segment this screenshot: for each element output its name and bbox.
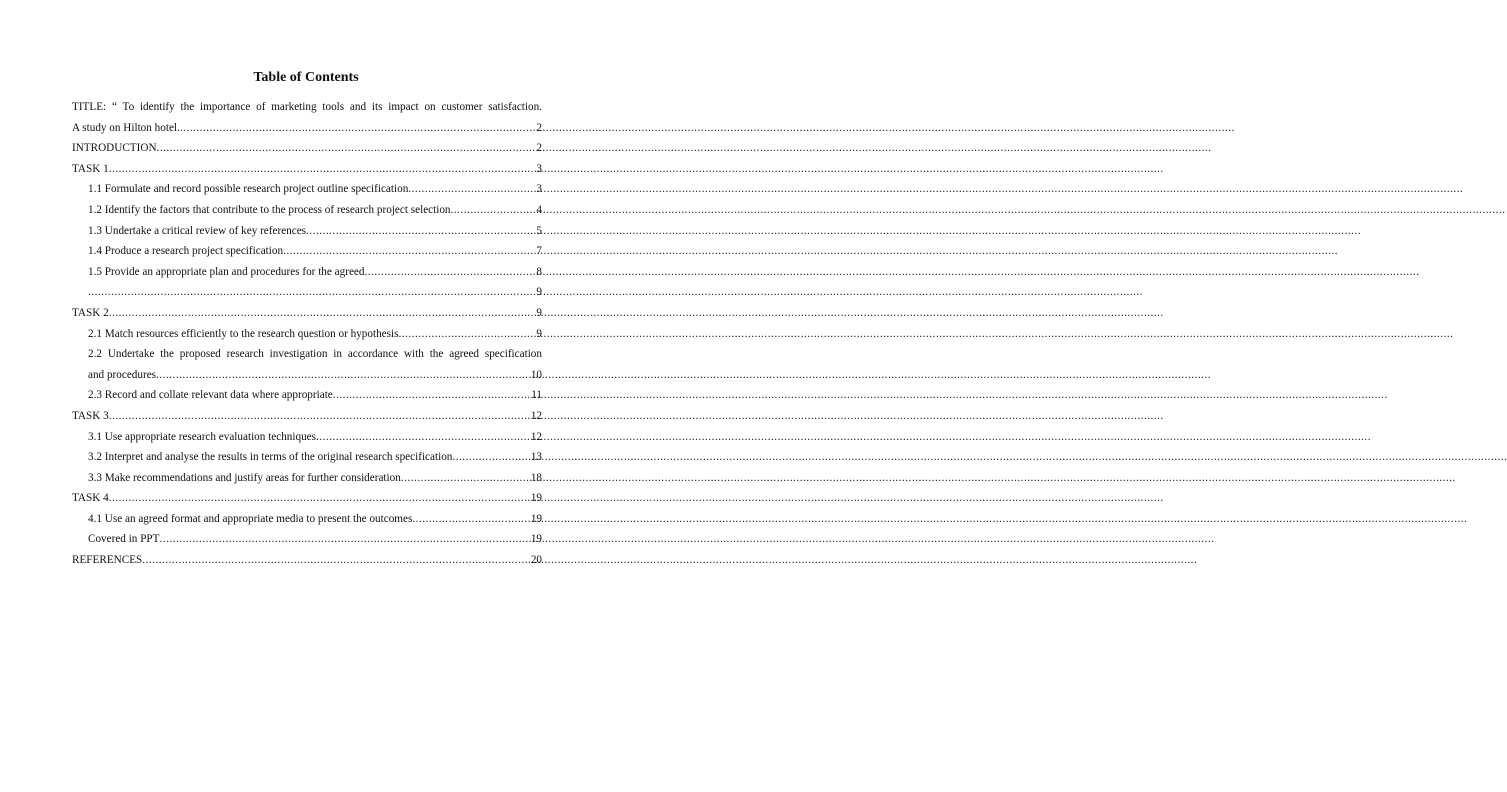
toc-entry-row [72, 365, 542, 386]
dot-leader [109, 488, 530, 509]
toc-page-number: 9 [536, 327, 542, 340]
toc-entry-row [72, 427, 542, 448]
toc-entry[interactable] [72, 550, 542, 571]
toc-page-number: 7 [536, 245, 542, 258]
toc-entry-row [72, 509, 542, 530]
toc-entry-text: 1.2 Identify the factors that contribute to the process of research project selection [88, 203, 451, 216]
toc-page-number: 5 [536, 224, 542, 237]
toc-entry[interactable] [72, 324, 542, 345]
toc-entry[interactable] [72, 241, 542, 262]
toc-entry-text: 1.1 Formulate and record possible research project outline specification [88, 183, 409, 196]
toc-entry-text: 1.5 Provide an appropriate plan and procedures for the agreed [88, 265, 365, 278]
toc-page-number: 12 [530, 430, 542, 443]
toc-page-number: 4 [536, 203, 542, 216]
toc-entry-text: 4.1 Use an agreed format and appropriate media to present the outcomes [88, 512, 413, 525]
toc-entry-row [72, 221, 542, 242]
toc-entry-row [72, 324, 542, 345]
toc-entry[interactable] [72, 385, 542, 406]
toc-page-number: 19 [530, 533, 542, 546]
toc-page-number: 3 [536, 183, 542, 196]
toc-entry[interactable] [72, 427, 542, 448]
toc-entry-text: TASK 1 [72, 162, 109, 175]
dot-leader [408, 179, 535, 200]
toc-entry-text: 3.3 Make recommendations and justify areas for further consideration [88, 471, 401, 484]
dot-leader [109, 406, 530, 427]
toc-entry[interactable] [72, 344, 542, 385]
toc-page-number: 2 [536, 121, 542, 134]
toc-entry[interactable] [72, 221, 542, 242]
toc-entry[interactable] [72, 262, 542, 283]
dot-leader [451, 200, 536, 221]
toc-entry-text-line1: 2.2 Undertake the proposed research investigation in accordance with the agreed specification [88, 348, 542, 361]
toc-entry-text: TASK 3 [72, 409, 109, 422]
dot-leader [180, 118, 536, 139]
toc-page-number: 9 [536, 306, 542, 319]
toc-entry-text: A study on Hilton hotel. [72, 121, 180, 134]
dot-leader [109, 159, 536, 180]
dot-leader [156, 365, 530, 386]
toc-entry-row [72, 385, 542, 406]
toc-entry-text: 3.2 Interpret and analyse the results in terms of the original research specification [88, 451, 453, 464]
toc-page-number: 3 [536, 162, 542, 175]
toc-entry-row [72, 468, 542, 489]
toc-entry-text: INTRODUCTION [72, 142, 157, 155]
toc-entry[interactable] [72, 406, 542, 427]
toc-page-number: 13 [530, 451, 542, 464]
toc-entry-row [72, 550, 542, 571]
toc-entry[interactable] [72, 529, 542, 550]
toc-entry-text: TASK 2 [72, 306, 109, 319]
toc-entry-text: 2.3 Record and collate relevant data where appropriate [88, 389, 333, 402]
toc-entry-text: Covered in PPT [88, 533, 160, 546]
toc-entry-row [72, 529, 542, 550]
toc-entry[interactable] [72, 447, 542, 468]
dot-leader [142, 550, 530, 571]
dot-leader [88, 282, 535, 303]
toc-entry[interactable] [72, 488, 542, 509]
toc-page-number: 20 [530, 554, 542, 567]
toc-entry-text: 2.1 Match resources efficiently to the research question or hypothesis [88, 327, 399, 340]
toc-entry-row [72, 200, 542, 221]
toc-page-number: 10 [530, 368, 542, 381]
dot-leader [398, 324, 535, 345]
toc-entry-text-line1: TITLE: “ To identify the importance of marketing tools and its impact on customer satisfaction. [72, 101, 542, 113]
toc-entry[interactable] [72, 303, 542, 324]
toc-page-number: 12 [530, 409, 542, 422]
toc-entry-row [72, 406, 542, 427]
toc-page-number: 9 [536, 286, 542, 299]
toc-entry[interactable] [72, 179, 542, 200]
dot-leader [412, 509, 529, 530]
toc-entry[interactable] [72, 97, 542, 138]
toc-entry-text: and procedures [88, 368, 157, 381]
dot-leader [316, 427, 530, 448]
toc-page-number: 11 [531, 389, 542, 402]
toc-page-number: 2 [536, 142, 542, 155]
toc-page-number: 8 [536, 265, 542, 278]
toc-entry[interactable] [72, 159, 542, 180]
toc-entry-text: 1.4 Produce a research project specification [88, 245, 284, 258]
document-page [0, 0, 612, 792]
toc-entry-row [72, 282, 542, 303]
toc-entry-row [72, 488, 542, 509]
toc-entry[interactable] [72, 282, 542, 303]
toc-entry-text: 1.3 Undertake a critical review of key references [88, 224, 307, 237]
toc-page-number: 19 [530, 492, 542, 505]
toc-entry[interactable] [72, 509, 542, 530]
toc-entry-text: 3.1 Use appropriate research evaluation techniques [88, 430, 317, 443]
toc-entry-row [72, 447, 542, 468]
toc-entry-text: REFERENCES [72, 554, 143, 567]
toc-page-number: 18 [530, 471, 542, 484]
toc-entry-row [72, 179, 542, 200]
toc-entry-row [72, 159, 542, 180]
toc-page-number: 19 [530, 512, 542, 525]
dot-leader [159, 529, 529, 550]
dot-leader [364, 262, 535, 283]
toc-entry-row [72, 241, 542, 262]
toc-heading: Table of Contents [253, 70, 359, 85]
toc-entry-row [72, 262, 542, 283]
toc-entry-row [72, 118, 542, 139]
dot-leader [283, 241, 535, 262]
toc-entry-row [72, 138, 542, 159]
dot-leader [401, 468, 530, 489]
toc-entry[interactable] [72, 138, 542, 159]
dot-leader [306, 221, 535, 242]
toc-entry[interactable] [72, 200, 542, 221]
toc-entry-row [72, 303, 542, 324]
dot-leader [333, 385, 530, 406]
dot-leader [109, 303, 536, 324]
toc-entry[interactable] [72, 468, 542, 489]
toc-list [72, 97, 542, 571]
dot-leader [452, 447, 529, 468]
toc-entry-text: TASK 4 [72, 492, 109, 505]
dot-leader [157, 138, 536, 159]
